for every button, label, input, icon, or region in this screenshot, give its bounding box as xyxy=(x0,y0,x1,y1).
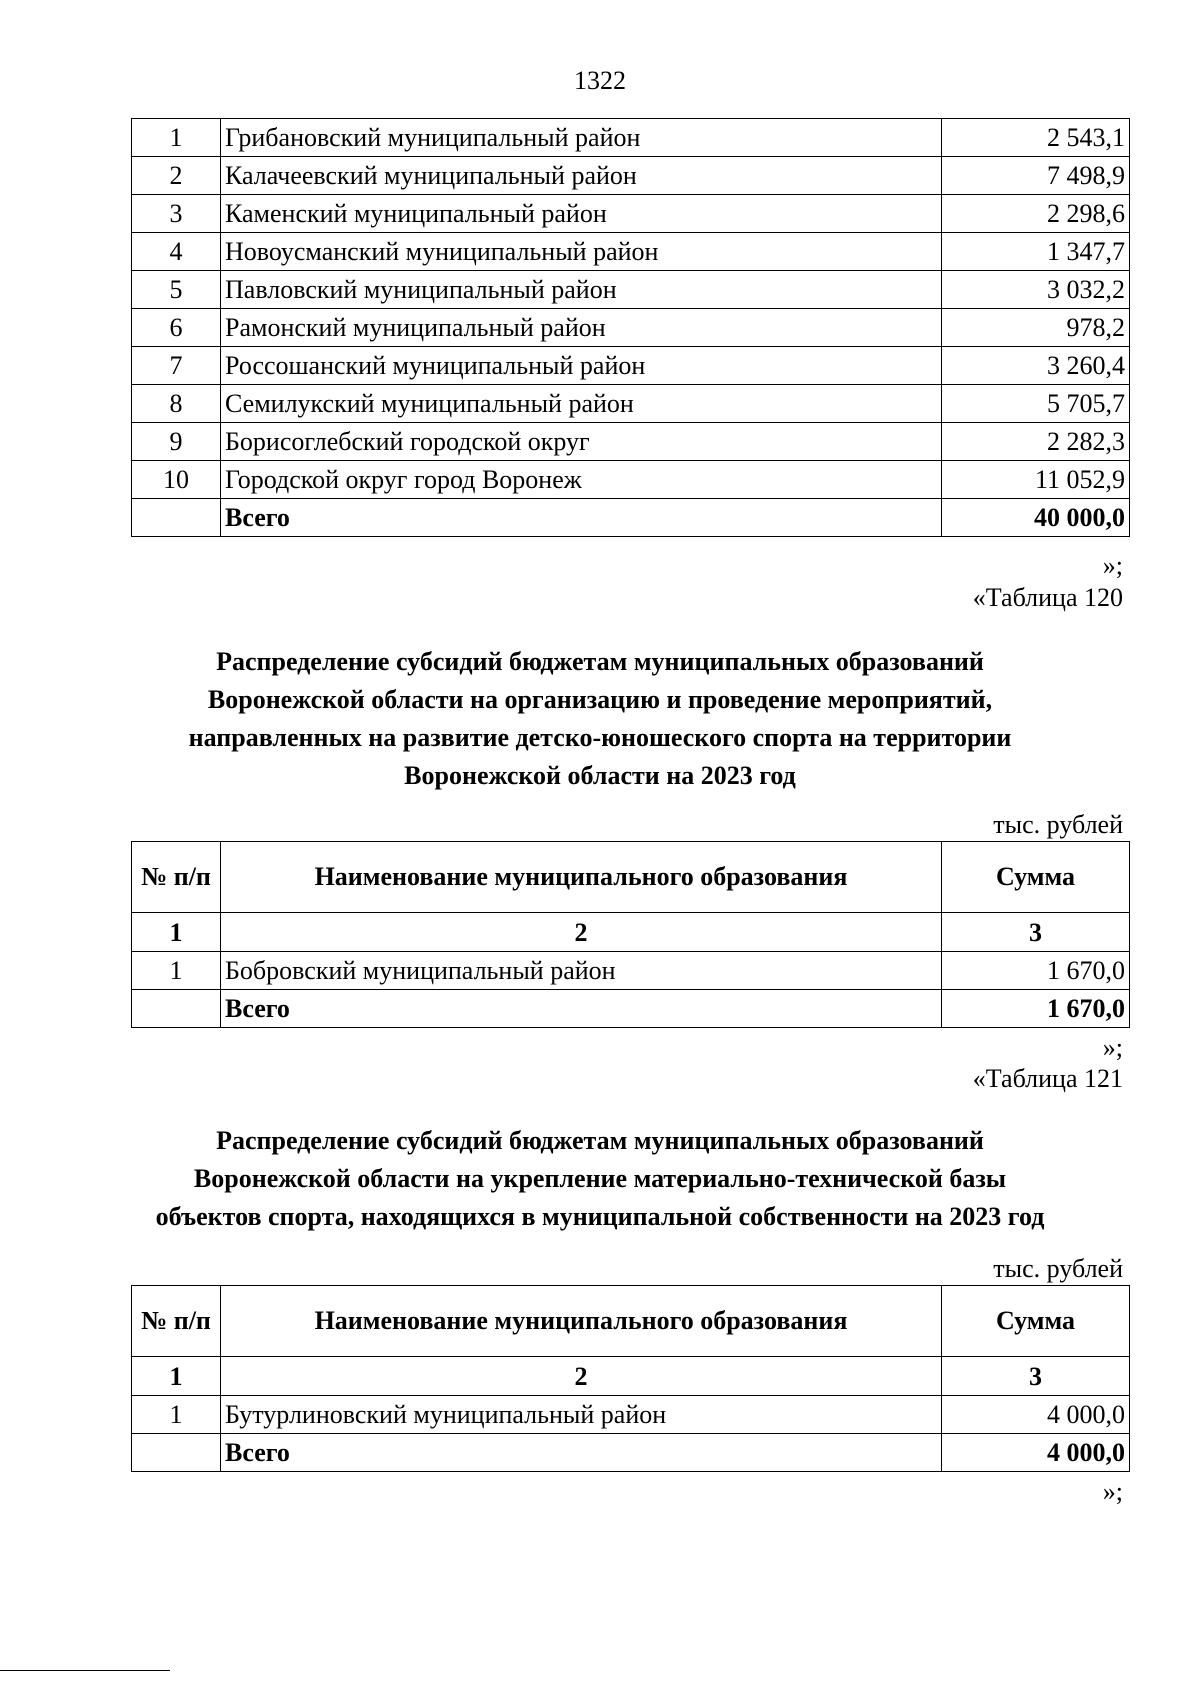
title-line: Распределение субсидий бюджетам муниципальных образований xyxy=(216,1126,984,1155)
table-row xyxy=(132,157,1130,195)
header-name: Наименование муниципального образования xyxy=(221,1286,942,1357)
total-label: Всего xyxy=(221,499,942,537)
table-row xyxy=(132,233,1130,271)
amount: 3 260,4 xyxy=(942,347,1130,385)
table-row xyxy=(132,271,1130,309)
row-number: 1 xyxy=(132,1396,221,1434)
municipality-name: Калачеевский муниципальный район xyxy=(221,157,942,195)
closing-quote: »; xyxy=(1102,1477,1123,1506)
title-line: Воронежской области на организацию и проведение мероприятий, xyxy=(207,685,993,714)
table-row xyxy=(132,952,1130,990)
empty-cell xyxy=(132,990,221,1028)
municipality-name: Грибановский муниципальный район xyxy=(221,119,942,157)
row-number: 6 xyxy=(132,309,221,347)
municipality-name: Павловский муниципальный район xyxy=(221,271,942,309)
column-index-row xyxy=(132,1357,1130,1396)
table-row xyxy=(132,423,1130,461)
column-index: 3 xyxy=(942,1357,1130,1396)
table-row xyxy=(132,119,1130,157)
municipality-name: Новоусманский муниципальный район xyxy=(221,233,942,271)
total-amount: 1 670,0 xyxy=(942,990,1130,1028)
row-number: 1 xyxy=(132,952,221,990)
amount: 7 498,9 xyxy=(942,157,1130,195)
closing-quote: »; xyxy=(1102,1033,1123,1062)
amount: 1 347,7 xyxy=(942,233,1130,271)
units-label: тыс. рублей xyxy=(993,1254,1123,1283)
table-row xyxy=(132,195,1130,233)
municipality-name: Семилукский муниципальный район xyxy=(221,385,942,423)
total-amount: 4 000,0 xyxy=(942,1434,1130,1472)
table-row xyxy=(132,309,1130,347)
table-row xyxy=(132,347,1130,385)
table-label: «Таблица 121 xyxy=(972,1064,1123,1093)
column-index: 3 xyxy=(942,913,1130,952)
column-index-row xyxy=(132,913,1130,952)
row-number: 7 xyxy=(132,347,221,385)
amount: 1 670,0 xyxy=(942,952,1130,990)
total-label: Всего xyxy=(221,990,942,1028)
table-title xyxy=(100,643,1100,795)
table-title xyxy=(100,1122,1100,1236)
row-number: 10 xyxy=(132,461,221,499)
units-label: тыс. рублей xyxy=(993,810,1123,839)
total-label: Всего xyxy=(221,1434,942,1472)
footnote-divider xyxy=(0,1670,170,1671)
amount: 2 298,6 xyxy=(942,195,1130,233)
header-sum: Сумма xyxy=(942,842,1130,913)
municipality-name: Городской округ город Воронеж xyxy=(221,461,942,499)
row-number: 3 xyxy=(132,195,221,233)
header-number: № п/п xyxy=(132,842,221,913)
column-index: 2 xyxy=(221,913,942,952)
municipality-name: Рамонский муниципальный район xyxy=(221,309,942,347)
title-line: Распределение субсидий бюджетам муниципальных образований xyxy=(216,647,984,676)
closing-quote: »; xyxy=(1102,551,1123,580)
header-row xyxy=(132,1286,1130,1357)
amount: 2 282,3 xyxy=(942,423,1130,461)
row-number: 1 xyxy=(132,119,221,157)
table-row xyxy=(132,385,1130,423)
header-number: № п/п xyxy=(132,1286,221,1357)
table-continuation xyxy=(131,118,1130,537)
table-row xyxy=(132,461,1130,499)
municipality-name: Бутурлиновский муниципальный район xyxy=(221,1396,942,1434)
header-row xyxy=(132,842,1130,913)
column-index: 1 xyxy=(132,1357,221,1396)
municipality-name: Россошанский муниципальный район xyxy=(221,347,942,385)
title-line: направленных на развитие детско-юношеского спорта на территории xyxy=(188,723,1012,752)
total-row xyxy=(132,990,1130,1028)
amount: 3 032,2 xyxy=(942,271,1130,309)
table-label: «Таблица 120 xyxy=(972,583,1123,612)
page-number: 1322 xyxy=(574,66,626,95)
table-121 xyxy=(131,1285,1130,1472)
title-line: Воронежской области на укрепление материально-технической базы xyxy=(193,1164,1007,1193)
total-amount: 40 000,0 xyxy=(942,499,1130,537)
table-120 xyxy=(131,841,1130,1028)
amount: 5 705,7 xyxy=(942,385,1130,423)
municipality-name: Каменский муниципальный район xyxy=(221,195,942,233)
amount: 2 543,1 xyxy=(942,119,1130,157)
title-line: объектов спорта, находящихся в муниципальной собственности на 2023 год xyxy=(155,1202,1045,1231)
row-number: 2 xyxy=(132,157,221,195)
row-number: 4 xyxy=(132,233,221,271)
amount: 11 052,9 xyxy=(942,461,1130,499)
empty-cell xyxy=(132,499,221,537)
municipality-name: Борисоглебский городской округ xyxy=(221,423,942,461)
municipality-name: Бобровский муниципальный район xyxy=(221,952,942,990)
column-index: 2 xyxy=(221,1357,942,1396)
column-index: 1 xyxy=(132,913,221,952)
total-row xyxy=(132,1434,1130,1472)
row-number: 8 xyxy=(132,385,221,423)
title-line: Воронежской области на 2023 год xyxy=(404,761,796,790)
row-number: 5 xyxy=(132,271,221,309)
amount: 4 000,0 xyxy=(942,1396,1130,1434)
row-number: 9 xyxy=(132,423,221,461)
header-name: Наименование муниципального образования xyxy=(221,842,942,913)
total-row xyxy=(132,499,1130,537)
header-sum: Сумма xyxy=(942,1286,1130,1357)
empty-cell xyxy=(132,1434,221,1472)
amount: 978,2 xyxy=(942,309,1130,347)
table-row xyxy=(132,1396,1130,1434)
